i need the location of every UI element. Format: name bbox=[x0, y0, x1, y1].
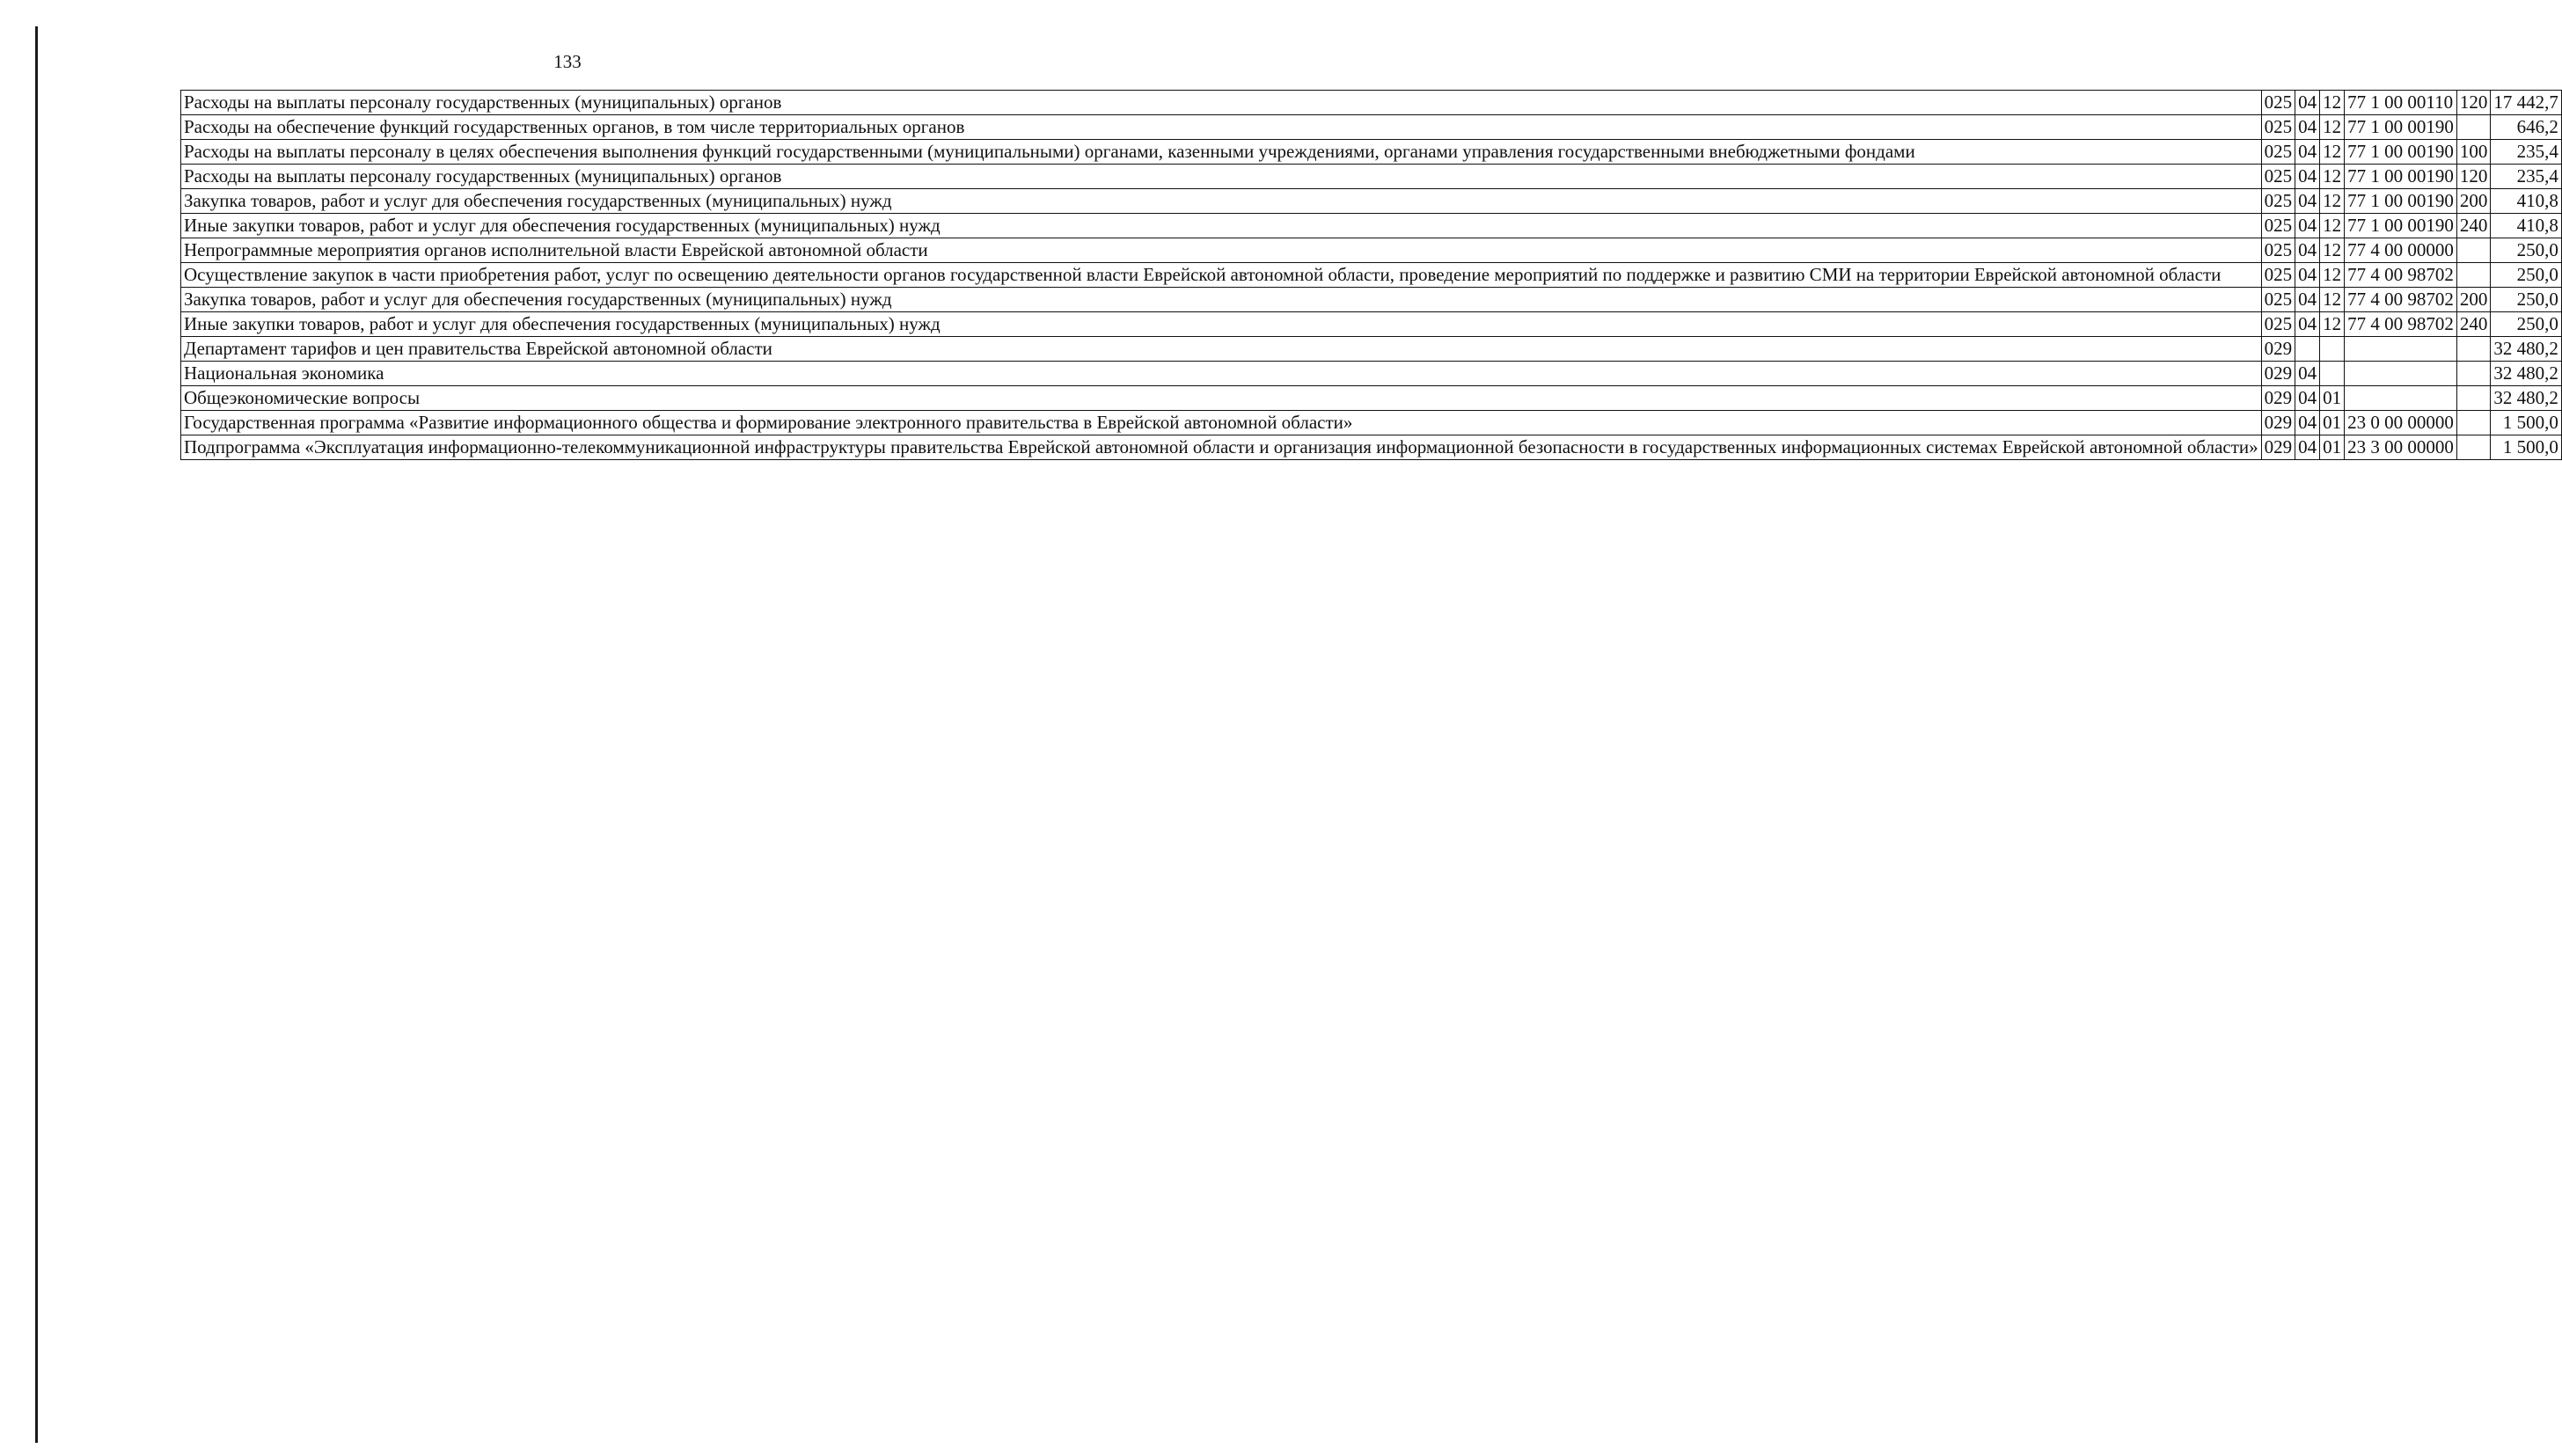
table-row bbox=[181, 312, 2562, 337]
row-section-code-cell: 04 bbox=[2295, 165, 2320, 189]
row-subsection-code-cell: 12 bbox=[2320, 165, 2345, 189]
row-section-code-cell: 04 bbox=[2295, 312, 2320, 337]
row-section-code-cell: 04 bbox=[2295, 288, 2320, 312]
row-expense-type-cell bbox=[2456, 337, 2491, 362]
row-expense-type-cell bbox=[2456, 263, 2491, 288]
row-section-code-cell: 04 bbox=[2295, 386, 2320, 411]
row-target-article-cell bbox=[2345, 337, 2457, 362]
row-target-article-cell: 23 3 00 00000 bbox=[2345, 435, 2457, 460]
row-amount-cell: 1 500,0 bbox=[2491, 435, 2562, 460]
row-target-article-cell: 77 1 00 00190 bbox=[2345, 189, 2457, 214]
row-target-article-cell: 77 1 00 00190 bbox=[2345, 165, 2457, 189]
row-ved-code-cell: 025 bbox=[2261, 140, 2295, 165]
budget-table-body bbox=[181, 91, 2562, 460]
row-target-article-cell: 77 1 00 00110 bbox=[2345, 91, 2457, 115]
row-name-cell: Национальная экономика bbox=[181, 362, 2262, 386]
row-ved-code-cell: 029 bbox=[2261, 362, 2295, 386]
row-ved-code-cell: 025 bbox=[2261, 263, 2295, 288]
row-name-cell: Подпрограмма «Эксплуатация информационно-телекоммуникационной инфраструктуры правительства Еврейской автономной области и организация информационной безопасности в государственных информационных системах Еврейской автономной области» bbox=[181, 435, 2262, 460]
row-name-cell: Департамент тарифов и цен правительства Еврейской автономной области bbox=[181, 337, 2262, 362]
row-subsection-code-cell: 12 bbox=[2320, 214, 2345, 238]
table-row bbox=[181, 435, 2562, 460]
row-amount-cell: 250,0 bbox=[2491, 288, 2562, 312]
table-row bbox=[181, 91, 2562, 115]
row-name-cell: Иные закупки товаров, работ и услуг для обеспечения государственных (муниципальных) нужд bbox=[181, 312, 2262, 337]
row-subsection-code-cell: 12 bbox=[2320, 140, 2345, 165]
row-subsection-code-cell: 12 bbox=[2320, 312, 2345, 337]
row-expense-type-cell: 120 bbox=[2456, 165, 2491, 189]
row-expense-type-cell bbox=[2456, 435, 2491, 460]
page-number: 133 bbox=[553, 51, 582, 72]
row-amount-cell: 17 442,7 bbox=[2491, 91, 2562, 115]
row-name-cell: Закупка товаров, работ и услуг для обеспечения государственных (муниципальных) нужд bbox=[181, 288, 2262, 312]
row-subsection-code-cell: 12 bbox=[2320, 288, 2345, 312]
row-section-code-cell: 04 bbox=[2295, 140, 2320, 165]
row-section-code-cell: 04 bbox=[2295, 411, 2320, 435]
table-row bbox=[181, 288, 2562, 312]
row-amount-cell: 32 480,2 bbox=[2491, 337, 2562, 362]
row-section-code-cell: 04 bbox=[2295, 189, 2320, 214]
row-target-article-cell: 77 1 00 00190 bbox=[2345, 115, 2457, 140]
row-expense-type-cell: 120 bbox=[2456, 91, 2491, 115]
row-expense-type-cell: 100 bbox=[2456, 140, 2491, 165]
row-amount-cell: 250,0 bbox=[2491, 312, 2562, 337]
row-name-cell: Осуществление закупок в части приобретения работ, услуг по освещению деятельности органов государственной власти Еврейской автономной области, проведение мероприятий по поддержке и развитию СМИ на территории Еврейской автономной области bbox=[181, 263, 2262, 288]
row-name-cell: Общеэкономические вопросы bbox=[181, 386, 2262, 411]
row-name-cell: Расходы на выплаты персоналу в целях обеспечения выполнения функций государственными (муниципальными) органами, казенными учреждениями, органами управления государственными внебюджетными фондами bbox=[181, 140, 2262, 165]
row-expense-type-cell bbox=[2456, 411, 2491, 435]
row-section-code-cell bbox=[2295, 337, 2320, 362]
row-subsection-code-cell bbox=[2320, 337, 2345, 362]
row-section-code-cell: 04 bbox=[2295, 238, 2320, 263]
row-section-code-cell: 04 bbox=[2295, 91, 2320, 115]
row-section-code-cell: 04 bbox=[2295, 435, 2320, 460]
row-subsection-code-cell: 01 bbox=[2320, 435, 2345, 460]
row-target-article-cell: 77 4 00 98702 bbox=[2345, 263, 2457, 288]
row-subsection-code-cell bbox=[2320, 362, 2345, 386]
row-expense-type-cell: 240 bbox=[2456, 214, 2491, 238]
table-row bbox=[181, 411, 2562, 435]
row-ved-code-cell: 029 bbox=[2261, 435, 2295, 460]
row-name-cell: Закупка товаров, работ и услуг для обеспечения государственных (муниципальных) нужд bbox=[181, 189, 2262, 214]
table-row bbox=[181, 386, 2562, 411]
row-ved-code-cell: 025 bbox=[2261, 115, 2295, 140]
row-section-code-cell: 04 bbox=[2295, 362, 2320, 386]
row-subsection-code-cell: 01 bbox=[2320, 411, 2345, 435]
table-row bbox=[181, 189, 2562, 214]
row-amount-cell: 410,8 bbox=[2491, 214, 2562, 238]
row-section-code-cell: 04 bbox=[2295, 115, 2320, 140]
row-ved-code-cell: 025 bbox=[2261, 238, 2295, 263]
row-amount-cell: 235,4 bbox=[2491, 140, 2562, 165]
row-target-article-cell: 77 4 00 00000 bbox=[2345, 238, 2457, 263]
row-amount-cell: 250,0 bbox=[2491, 263, 2562, 288]
row-expense-type-cell: 200 bbox=[2456, 189, 2491, 214]
row-subsection-code-cell: 12 bbox=[2320, 238, 2345, 263]
row-ved-code-cell: 025 bbox=[2261, 189, 2295, 214]
row-expense-type-cell: 200 bbox=[2456, 288, 2491, 312]
row-expense-type-cell bbox=[2456, 362, 2491, 386]
row-target-article-cell: 77 1 00 00190 bbox=[2345, 214, 2457, 238]
row-name-cell: Расходы на выплаты персоналу государственных (муниципальных) органов bbox=[181, 91, 2262, 115]
row-name-cell: Расходы на обеспечение функций государственных органов, в том числе территориальных органов bbox=[181, 115, 2262, 140]
table-row bbox=[181, 337, 2562, 362]
row-name-cell: Расходы на выплаты персоналу государственных (муниципальных) органов bbox=[181, 165, 2262, 189]
scan-edge-line bbox=[35, 26, 38, 1443]
row-section-code-cell: 04 bbox=[2295, 214, 2320, 238]
row-target-article-cell bbox=[2345, 386, 2457, 411]
row-ved-code-cell: 029 bbox=[2261, 337, 2295, 362]
row-expense-type-cell bbox=[2456, 386, 2491, 411]
row-subsection-code-cell: 01 bbox=[2320, 386, 2345, 411]
row-target-article-cell: 23 0 00 00000 bbox=[2345, 411, 2457, 435]
row-subsection-code-cell: 12 bbox=[2320, 189, 2345, 214]
table-row bbox=[181, 115, 2562, 140]
budget-table bbox=[180, 90, 2562, 460]
row-amount-cell: 32 480,2 bbox=[2491, 362, 2562, 386]
row-expense-type-cell bbox=[2456, 115, 2491, 140]
row-amount-cell: 235,4 bbox=[2491, 165, 2562, 189]
table-row bbox=[181, 263, 2562, 288]
table-row bbox=[181, 238, 2562, 263]
row-subsection-code-cell: 12 bbox=[2320, 263, 2345, 288]
row-name-cell: Иные закупки товаров, работ и услуг для обеспечения государственных (муниципальных) нужд bbox=[181, 214, 2262, 238]
row-ved-code-cell: 025 bbox=[2261, 91, 2295, 115]
row-name-cell: Государственная программа «Развитие информационного общества и формирование электронного правительства в Еврейской автономной области» bbox=[181, 411, 2262, 435]
row-ved-code-cell: 025 bbox=[2261, 165, 2295, 189]
row-name-cell: Непрограммные мероприятия органов исполнительной власти Еврейской автономной области bbox=[181, 238, 2262, 263]
table-row bbox=[181, 140, 2562, 165]
row-target-article-cell: 77 4 00 98702 bbox=[2345, 288, 2457, 312]
row-section-code-cell: 04 bbox=[2295, 263, 2320, 288]
row-subsection-code-cell: 12 bbox=[2320, 91, 2345, 115]
row-amount-cell: 250,0 bbox=[2491, 238, 2562, 263]
row-target-article-cell: 77 4 00 98702 bbox=[2345, 312, 2457, 337]
table-row bbox=[181, 165, 2562, 189]
row-amount-cell: 32 480,2 bbox=[2491, 386, 2562, 411]
row-amount-cell: 1 500,0 bbox=[2491, 411, 2562, 435]
row-ved-code-cell: 025 bbox=[2261, 214, 2295, 238]
row-ved-code-cell: 025 bbox=[2261, 288, 2295, 312]
row-expense-type-cell: 240 bbox=[2456, 312, 2491, 337]
row-ved-code-cell: 029 bbox=[2261, 386, 2295, 411]
row-amount-cell: 410,8 bbox=[2491, 189, 2562, 214]
row-ved-code-cell: 025 bbox=[2261, 312, 2295, 337]
row-target-article-cell bbox=[2345, 362, 2457, 386]
row-ved-code-cell: 029 bbox=[2261, 411, 2295, 435]
row-target-article-cell: 77 1 00 00190 bbox=[2345, 140, 2457, 165]
row-expense-type-cell bbox=[2456, 238, 2491, 263]
row-amount-cell: 646,2 bbox=[2491, 115, 2562, 140]
table-row bbox=[181, 214, 2562, 238]
table-row bbox=[181, 362, 2562, 386]
row-subsection-code-cell: 12 bbox=[2320, 115, 2345, 140]
